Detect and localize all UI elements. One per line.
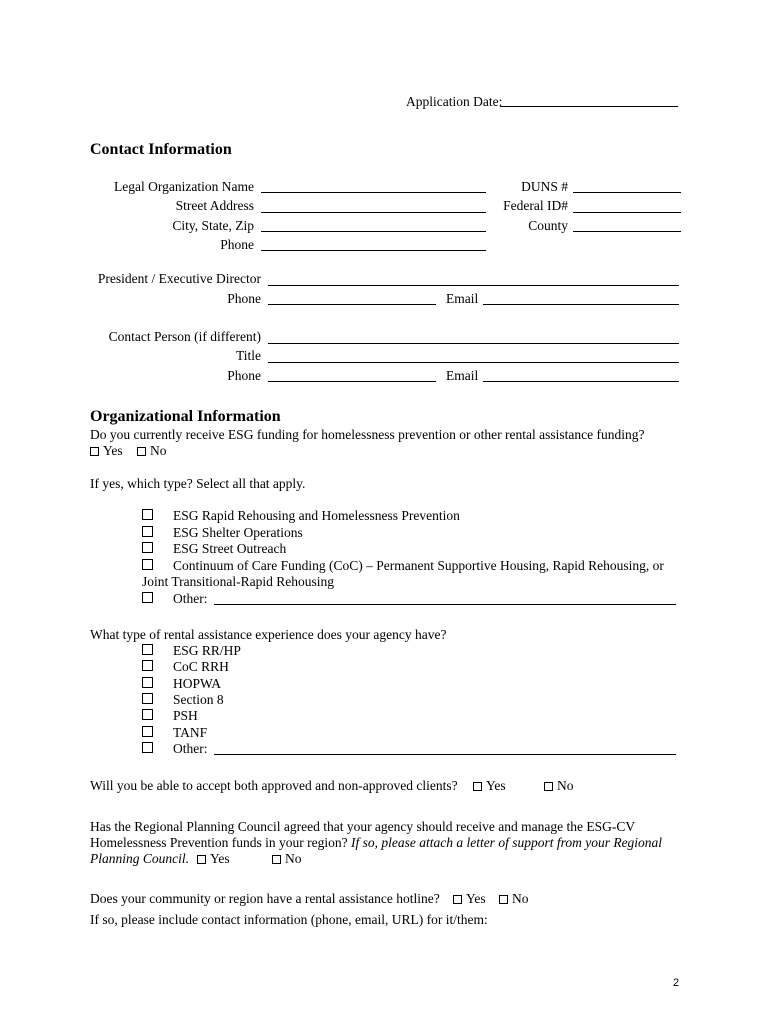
rpc-question-line1: Has the Regional Planning Council agreed that your agency should receive and manage the ESG-CV [90, 819, 636, 834]
rpc-no-option[interactable] [272, 851, 302, 867]
application-date-label: Application Date: [406, 94, 503, 109]
street-address-field[interactable] [261, 212, 486, 213]
exp-hopwa-label: HOPWA [173, 676, 222, 691]
clients-yes-label: Yes [486, 778, 506, 793]
city-state-zip-label: City, State, Zip [172, 218, 254, 233]
type-esg-rrhp-checkbox[interactable] [142, 509, 153, 520]
rental-experience-question: What type of rental assistance experience does your agency have? [90, 627, 447, 642]
contact-title-label: Title [235, 348, 261, 363]
hotline-no-checkbox[interactable] [499, 895, 508, 904]
type-outreach-label: ESG Street Outreach [173, 541, 287, 556]
rpc-no-checkbox[interactable] [272, 855, 281, 864]
rpc-question-line3: Planning Council. [90, 851, 189, 866]
hotline-yes-checkbox[interactable] [453, 895, 462, 904]
hotline-question: Does your community or region have a rental assistance hotline? [90, 891, 440, 906]
clients-no-label: No [557, 778, 574, 793]
org-phone-label: Phone [220, 237, 254, 252]
rpc-yes-checkbox[interactable] [197, 855, 206, 864]
org-phone-field[interactable] [261, 250, 486, 251]
clients-question: Will you be able to accept both approved and non-approved clients? [90, 778, 458, 793]
type-shelter-checkbox[interactable] [142, 526, 153, 537]
legal-organization-name-label: Legal Organization Name [114, 179, 254, 194]
president-email-label: Email [446, 291, 479, 306]
esg-funding-no-option[interactable] [137, 443, 167, 459]
duns-label: DUNS # [521, 179, 568, 194]
exp-other-field[interactable] [214, 754, 676, 755]
esg-funding-yes-label: Yes [103, 443, 123, 458]
type-other-label: Other: [173, 591, 208, 606]
hotline-no-option[interactable] [499, 891, 529, 907]
type-shelter-label: ESG Shelter Operations [173, 525, 303, 540]
clients-no-option[interactable] [544, 778, 574, 794]
type-coc-label-continued: Joint Transitional-Rapid Rehousing [142, 574, 335, 589]
rpc-no-label: No [285, 851, 302, 866]
type-outreach-checkbox[interactable] [142, 542, 153, 553]
hotline-yes-label: Yes [466, 891, 486, 906]
rpc-question-line2-text: Homelessness Prevention funds in your region? [90, 835, 348, 850]
application-date-field[interactable] [500, 106, 678, 107]
county-label: County [528, 218, 568, 233]
exp-other-checkbox[interactable] [142, 742, 153, 753]
exp-psh-label: PSH [173, 708, 198, 723]
rpc-support-letter-note: If so, please attach a letter of support from your Regional [350, 835, 663, 850]
exp-coc-rrh-label: CoC RRH [173, 659, 229, 674]
page-number: 2 [673, 977, 680, 989]
duns-field[interactable] [573, 192, 681, 193]
contact-person-label: Contact Person (if different) [108, 329, 261, 344]
exp-tanf-checkbox[interactable] [142, 726, 153, 737]
type-esg-rrhp-label: ESG Rapid Rehousing and Homelessness Prevention [173, 508, 460, 523]
city-state-zip-field[interactable] [261, 231, 486, 232]
rpc-yes-label: Yes [210, 851, 230, 866]
president-field[interactable] [268, 285, 679, 286]
esg-funding-no-checkbox[interactable] [137, 447, 146, 456]
exp-psh-checkbox[interactable] [142, 709, 153, 720]
type-coc-label: Continuum of Care Funding (CoC) – Permanent Supportive Housing, Rapid Rehousing, or [173, 558, 664, 573]
funding-type-question: If yes, which type? Select all that apply. [90, 476, 306, 491]
contact-phone-label: Phone [227, 368, 261, 383]
legal-organization-name-field[interactable] [261, 192, 486, 193]
president-email-field[interactable] [483, 304, 679, 305]
clients-yes-checkbox[interactable] [473, 782, 482, 791]
federal-id-field[interactable] [573, 212, 681, 213]
county-field[interactable] [573, 231, 681, 232]
contact-phone-field[interactable] [268, 381, 436, 382]
esg-funding-no-label: No [150, 443, 167, 458]
exp-esg-rrhp-checkbox[interactable] [142, 644, 153, 655]
organizational-information-heading: Organizational Information [90, 408, 281, 425]
hotline-no-label: No [512, 891, 529, 906]
president-phone-field[interactable] [268, 304, 436, 305]
exp-hopwa-checkbox[interactable] [142, 677, 153, 688]
type-coc-checkbox[interactable] [142, 559, 153, 570]
contact-person-field[interactable] [268, 343, 679, 344]
president-phone-label: Phone [227, 291, 261, 306]
street-address-label: Street Address [175, 198, 254, 213]
contact-email-field[interactable] [483, 381, 679, 382]
clients-yes-option[interactable] [473, 778, 506, 794]
hotline-yes-option[interactable] [453, 891, 486, 907]
contact-title-field[interactable] [268, 362, 679, 363]
rpc-yes-option[interactable] [197, 851, 230, 867]
hotline-contact-instruction: If so, please include contact information (phone, email, URL) for it/them: [90, 912, 488, 927]
exp-other-label: Other: [173, 741, 208, 756]
clients-no-checkbox[interactable] [544, 782, 553, 791]
exp-section8-checkbox[interactable] [142, 693, 153, 704]
esg-funding-question: Do you currently receive ESG funding for homelessness prevention or other rental assistance funding? [90, 427, 645, 442]
exp-tanf-label: TANF [173, 725, 208, 740]
rpc-question-line2 [90, 835, 662, 851]
president-label: President / Executive Director [97, 271, 261, 286]
type-other-checkbox[interactable] [142, 592, 153, 603]
contact-information-heading: Contact Information [90, 141, 232, 158]
contact-email-label: Email [446, 368, 479, 383]
type-other-field[interactable] [214, 604, 676, 605]
esg-funding-yes-checkbox[interactable] [90, 447, 99, 456]
exp-section8-label: Section 8 [173, 692, 224, 707]
exp-esg-rrhp-label: ESG RR/HP [173, 643, 241, 658]
exp-coc-rrh-checkbox[interactable] [142, 660, 153, 671]
esg-funding-yes-option[interactable] [90, 443, 123, 459]
federal-id-label: Federal ID# [503, 198, 568, 213]
